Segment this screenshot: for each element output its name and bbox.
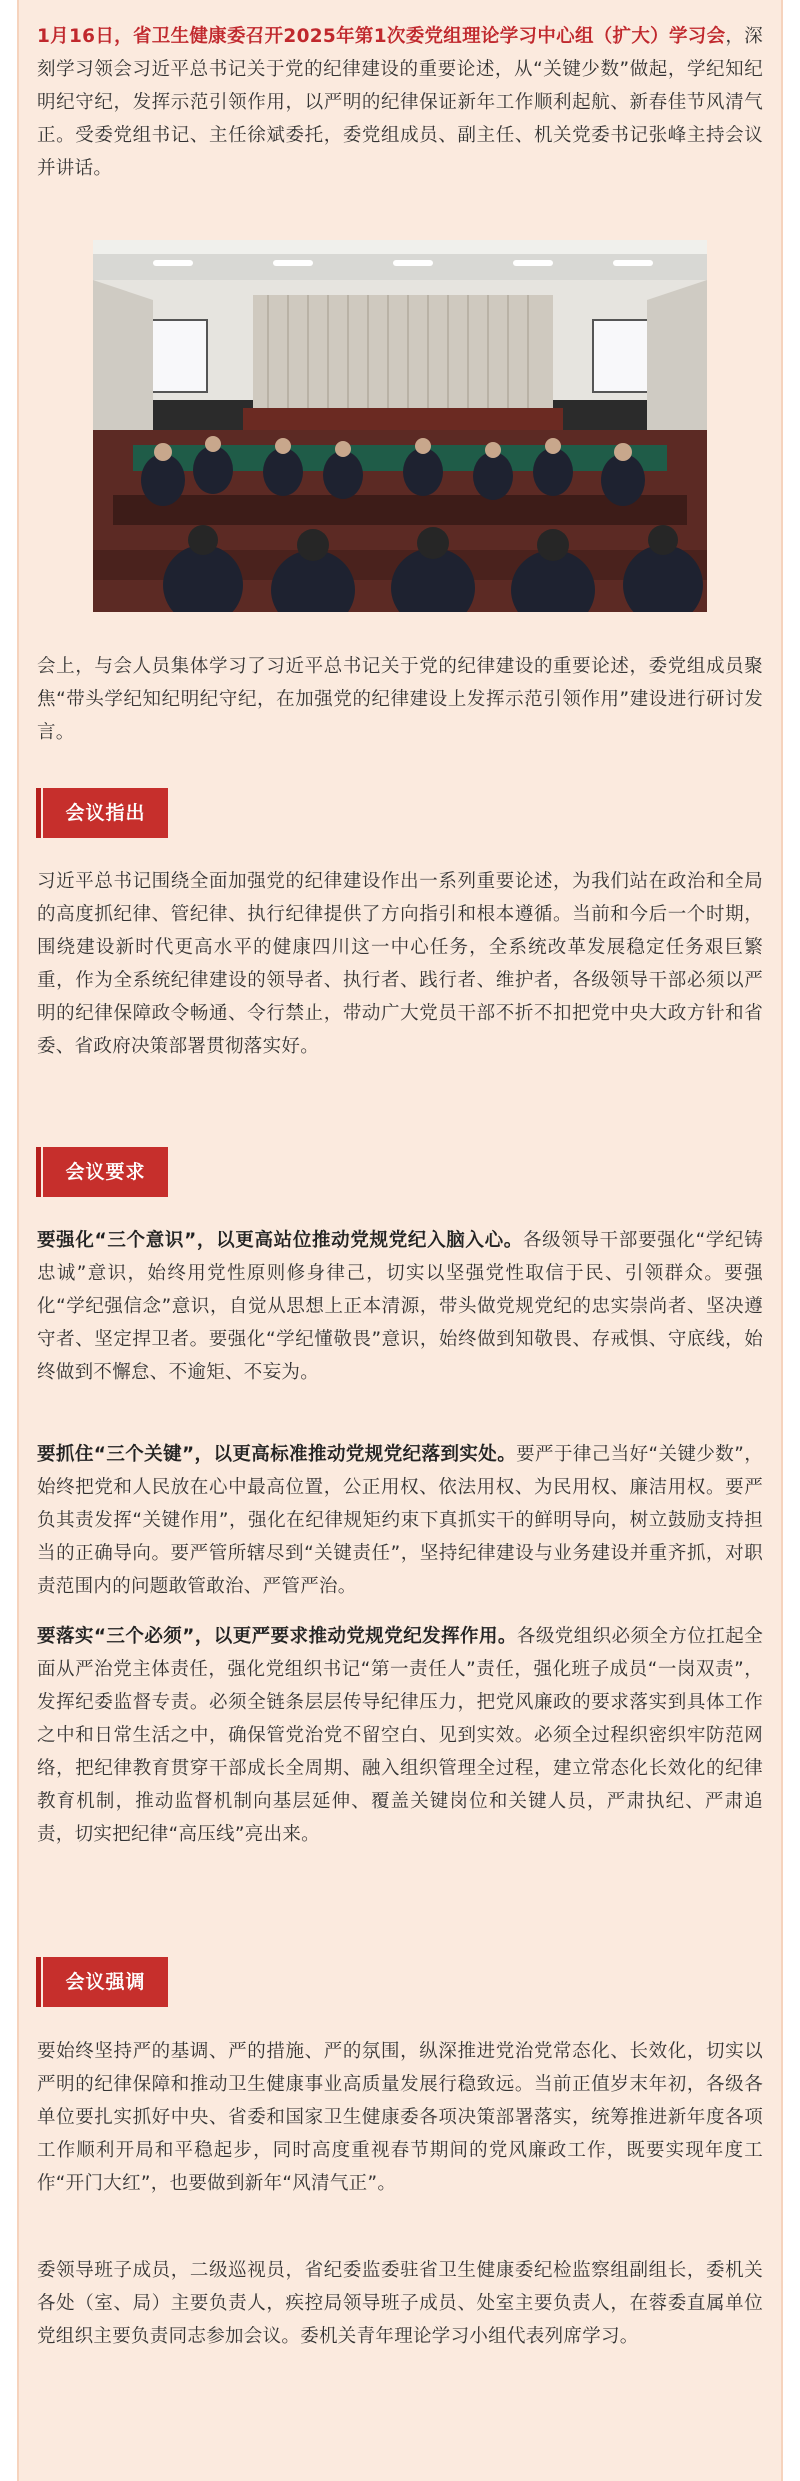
- section1-paragraph: 习近平总书记围绕全面加强党的纪律建设作出一系列重要论述，为我们站在政治和全局的高度抓纪律、管纪律、执行纪律提供了方向指引和根本遵循。当前和今后一个时期，围绕建设新时代更高水平的健康四川这一中心任务，全系统改革发展稳定任务艰巨繁重，作为全系统纪律建设的领导者、执行者、践行者、维护者，各级领导干部必须以严明的纪律保障政令畅通、令行禁止，带动广大党员干部不折不扣把党中央大政方针和省委、省政府决策部署贯彻落实好。: [37, 871, 763, 1057]
- section-heading-meeting-requirements: [36, 1147, 168, 1197]
- requirement-3-title: 要落实“三个必须”，以更严要求推动党规党纪发挥作用。: [37, 1626, 517, 1647]
- heading-label: 会议要求: [43, 1147, 168, 1197]
- intro-date: 1月16日，: [37, 26, 133, 47]
- heading-label: 会议强调: [43, 1957, 168, 2007]
- requirement-3-text: 各级党组织必须全方位扛起全面从严治党主体责任，强化党组织书记“第一责任人”责任，强化班子成员“一岗双责”，发挥纪委监督专责。必须全链条层层传导纪律压力，把党风廉政的要求落实到具体工作之中和日常生活之中，确保管党治党不留空白、见到实效。必须全过程织密织牢防范网络，把纪律教育贯穿干部成长全周期、融入组织管理全过程，建立常态化长效化的纪律教育机制，推动监督机制向基层延伸、覆盖关键岗位和关键人员，严肃执纪、严肃追责，切实把纪律“高压线”亮出来。: [37, 1626, 764, 1845]
- section3-paragraph-1: 要始终坚持严的基调、严的措施、严的氛围，纵深推进党治党常态化、长效化，切实以严明的纪律保障和推动卫生健康事业高质量发展行稳致远。当前正值岁末年初，各级各单位要扎实抓好中央、省委和国家卫生健康委各项决策部署落实，统筹推进新年度各项工作顺利开局和平稳起步，同时高度重视春节期间的党风廉政工作，既要实现年度工作“开门大红”，也要做到新年“风清气正”。: [37, 2041, 763, 2194]
- intro-text: ，深刻学习领会习近平总书记关于党的纪律建设的重要论述，从“关键少数”做起，学纪知纪明纪守纪，发挥示范引领作用，以严明的纪律保证新年工作顺利起航、新春佳节风清气正。受委党组书记、主任徐斌委托，委党组成员、副主任、机关党委书记张峰主持会议并讲话。: [37, 26, 763, 179]
- requirement-paragraph-3: [37, 1620, 763, 1851]
- requirement-1-text: 各级领导干部要强化“学纪铸忠诚”意识，始终用党性原则修身律己，切实以坚强党性取信于民、引领群众。要强化“学纪强信念”意识，自觉从思想上正本清源，带头做党规党纪的忠实崇尚者、坚决遵守者、坚定捍卫者。要强化“学纪懂敬畏”意识，始终做到知敬畏、存戒惧、守底线，始终做到不懈怠、不逾矩、不妄为。: [37, 1230, 763, 1383]
- attendees-paragraph: 委领导班子成员，二级巡视员，省纪委监委驻省卫生健康委纪检监察组副组长，委机关各处（室、局）主要负责人，疾控局领导班子成员、处室主要负责人，在蓉委直属单位党组织主要负责同志参加会议。委机关青年理论学习小组代表列席学习。: [37, 2260, 763, 2347]
- requirement-paragraph-1: [37, 1224, 763, 1389]
- section-heading-meeting-emphasis: [36, 1957, 168, 2007]
- requirement-2-title: 要抓住“三个关键”，以更高标准推动党规党纪落到实处。: [37, 1444, 517, 1465]
- heading-accent-bar: [36, 788, 41, 838]
- heading-accent-bar: [36, 1147, 41, 1197]
- meeting-name: 省卫生健康委召开2025年第1次委党组理论学习中心组（扩大）学习会: [132, 26, 726, 47]
- requirement-1-title: 要强化“三个意识”，以更高站位推动党规党纪入脑入心。: [37, 1230, 523, 1251]
- meeting-room-photo-icon: [93, 240, 707, 612]
- heading-accent-bar: [36, 1957, 41, 2007]
- requirement-paragraph-2: [37, 1438, 763, 1603]
- section-heading-meeting-points: [36, 788, 168, 838]
- after-photo-paragraph: 会上，与会人员集体学习了习近平总书记关于党的纪律建设的重要论述，委党组成员聚焦“带头学纪知纪明纪守纪，在加强党的纪律建设上发挥示范引领作用”建设进行研讨发言。: [37, 656, 763, 743]
- requirement-2-text: 要严于律己当好“关键少数”，始终把党和人民放在心中最高位置，公正用权、依法用权、为民用权、廉洁用权。要严负其责发挥“关键作用”，强化在纪律规矩约束下真抓实干的鲜明导向，树立鼓励支持担当的正确导向。要严管所辖尽到“关键责任”，坚持纪律建设与业务建设并重齐抓，对职责范围内的问题敢管敢治、严管严治。: [37, 1444, 763, 1597]
- intro-paragraph: [37, 20, 763, 185]
- meeting-photo: [93, 240, 707, 612]
- heading-label: 会议指出: [43, 788, 168, 838]
